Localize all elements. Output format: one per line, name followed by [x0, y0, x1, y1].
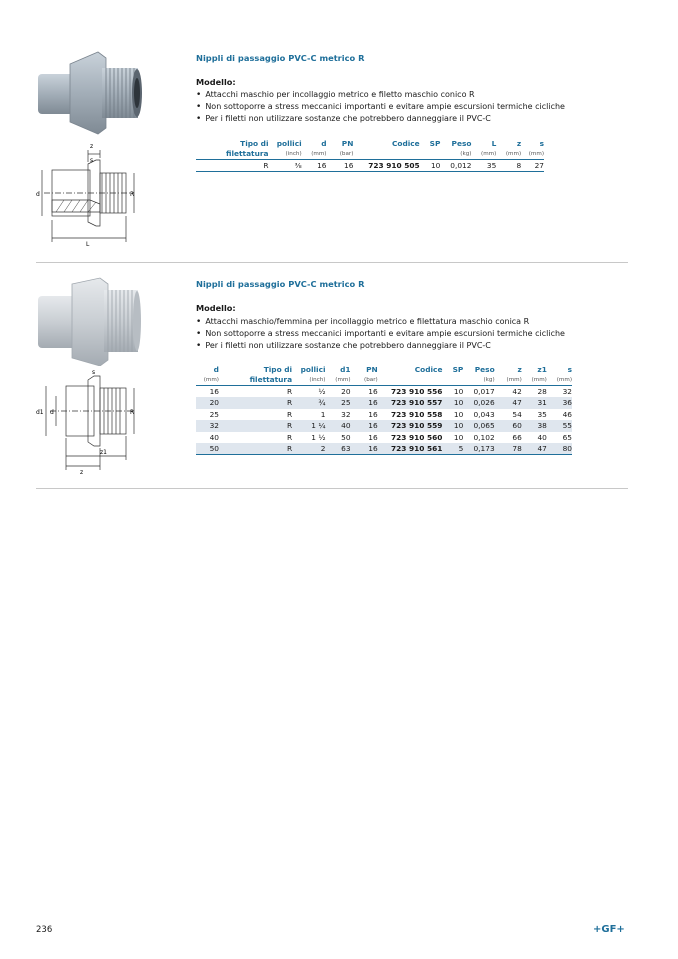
unit: (kg)	[440, 149, 471, 160]
unit: (mm)	[196, 375, 219, 386]
cell-d: 20	[196, 397, 219, 408]
unit: (mm)	[496, 149, 521, 160]
product-photo-male-nipple	[36, 48, 146, 138]
drawing-label-z: z	[80, 469, 84, 476]
bullet: • Attacchi maschio per incollaggio metrico e filetto maschio conico R	[196, 89, 565, 101]
cell-sp: 10	[453, 387, 464, 396]
drawing-label-z1: z1	[100, 449, 107, 456]
cell-z: 42	[512, 387, 522, 396]
cell-z: 47	[495, 397, 522, 408]
cell-peso: 0,173	[463, 443, 494, 455]
drawing-label-l: L	[86, 241, 90, 248]
cell-pollici: ⅜	[294, 161, 302, 170]
unit: (bar)	[326, 149, 353, 160]
cell-z: 8	[516, 161, 522, 170]
unit: (mm)	[547, 375, 572, 386]
col-header: s	[539, 139, 544, 148]
cell-d: 32	[196, 420, 219, 431]
col-header: z1	[537, 365, 547, 374]
col-header: pollici	[276, 139, 302, 148]
cell-z1: 35	[537, 409, 547, 419]
cell-sp: 10	[442, 420, 463, 431]
cell-pollici: 2	[292, 443, 325, 455]
cell-s: 80	[547, 443, 572, 455]
drawing-label-z: z	[90, 143, 94, 150]
unit: (mm)	[471, 149, 496, 160]
cell-codice: 723 910 559	[378, 420, 443, 431]
cell-peso: 0,102	[473, 432, 495, 442]
col-header: SP	[429, 139, 441, 148]
cell-pn: 16	[351, 443, 378, 455]
cell-tipo: R	[219, 397, 292, 408]
col-header: z	[517, 365, 522, 374]
cell-tipo: R	[263, 161, 269, 170]
unit: (bar)	[351, 375, 378, 386]
cell-sp: 10	[430, 161, 441, 170]
cell-s: 55	[547, 420, 572, 431]
cell-d: 16	[317, 161, 327, 170]
section2-title: Nippli di passaggio PVC-C metrico R	[196, 279, 365, 289]
cell-peso: 0,043	[473, 409, 495, 419]
unit: (mm)	[326, 375, 351, 386]
product-photo-male-female-nipple	[36, 276, 146, 366]
col-header: SP	[452, 365, 464, 374]
drawing-label-r: R	[130, 409, 135, 416]
cell-z: 54	[512, 409, 522, 419]
section1-model-label: Modello:	[196, 77, 236, 87]
cell-s: 36	[547, 397, 572, 408]
unit: (mm)	[302, 149, 327, 160]
cell-codice: 723 910 560	[391, 432, 443, 442]
cell-codice: 723 910 505	[368, 161, 420, 170]
technical-drawing-1	[30, 140, 160, 250]
cell-d: 25	[209, 409, 219, 419]
cell-z1: 47	[522, 443, 547, 455]
col-header: Codice	[414, 365, 443, 374]
unit: (mm)	[495, 375, 522, 386]
cell-sp: 10	[442, 397, 463, 408]
cell-pollici: 1	[320, 409, 326, 419]
drawing-label-d: d	[36, 191, 40, 198]
cell-pollici: ½	[318, 387, 326, 396]
cell-tipo: R	[286, 409, 293, 419]
cell-d1: 25	[326, 397, 351, 408]
col-subheader: filettatura	[196, 149, 269, 160]
section1-table	[196, 139, 544, 172]
unit: (inch)	[292, 375, 325, 386]
table-row	[196, 420, 572, 431]
cell-peso: 0,065	[463, 420, 494, 431]
unit: (mm)	[522, 375, 547, 386]
cell-tipo: R	[219, 420, 292, 431]
cell-pn: 16	[368, 409, 378, 419]
cell-pn: 16	[351, 420, 378, 431]
cell-z: 78	[495, 443, 522, 455]
page-number: 236	[36, 925, 53, 935]
cell-sp: 5	[442, 443, 463, 455]
cell-pn: 16	[368, 432, 378, 442]
table-row	[196, 443, 572, 455]
cell-codice: 723 910 557	[378, 397, 443, 408]
col-header: PN	[366, 365, 378, 374]
section1-bullets	[196, 89, 565, 126]
cell-d: 50	[196, 443, 219, 455]
drawing-label-r: R	[130, 191, 135, 198]
col-header: Tipo di	[240, 139, 269, 148]
cell-z1: 28	[537, 387, 547, 396]
cell-d1: 20	[341, 387, 351, 396]
cell-z1: 40	[537, 432, 547, 442]
drawing-label-d1: d1	[36, 409, 44, 416]
col-header: d	[321, 139, 327, 148]
section2-table	[196, 365, 572, 455]
cell-d1: 32	[341, 409, 351, 419]
cell-sp: 10	[453, 432, 464, 442]
cell-pn: 16	[368, 387, 378, 396]
section1-title: Nippli di passaggio PVC-C metrico R	[196, 53, 365, 63]
cell-l: 35	[486, 161, 497, 170]
cell-s: 27	[534, 161, 544, 170]
cell-z1: 31	[522, 397, 547, 408]
cell-pollici: ¾	[292, 397, 325, 408]
table-row	[196, 409, 572, 420]
technical-drawing-2	[30, 366, 160, 476]
col-header: d	[213, 365, 219, 374]
unit: (kg)	[463, 375, 494, 386]
cell-z: 60	[495, 420, 522, 431]
bullet: • Non sottoporre a stress meccanici importanti e evitare ampie escursioni termiche cicliche	[196, 101, 565, 113]
cell-d: 40	[209, 432, 219, 442]
bullet: • Non sottoporre a stress meccanici importanti e evitare ampie escursioni termiche cicliche	[196, 328, 565, 340]
table-row	[196, 386, 572, 398]
col-header: Peso	[474, 365, 495, 374]
cell-z: 66	[512, 432, 522, 442]
cell-codice: 723 910 558	[391, 409, 443, 419]
section-divider	[36, 488, 628, 489]
section-divider	[36, 262, 628, 263]
col-header: s	[567, 365, 572, 374]
cell-pollici: 1 ¼	[292, 420, 325, 431]
table-row	[196, 160, 544, 172]
col-header: Peso	[451, 139, 472, 148]
col-header: Codice	[391, 139, 420, 148]
cell-tipo: R	[286, 387, 293, 396]
cell-sp: 10	[453, 409, 464, 419]
cell-z1: 38	[522, 420, 547, 431]
cell-pn: 16	[344, 161, 354, 170]
cell-s: 32	[562, 387, 572, 396]
cell-d1: 63	[326, 443, 351, 455]
drawing-label-d: d	[50, 409, 54, 416]
cell-peso: 0,017	[473, 387, 495, 396]
drawing-label-s: s	[92, 369, 96, 376]
cell-d1: 40	[326, 420, 351, 431]
bullet: • Per i filetti non utilizzare sostanze che potrebbero danneggiare il PVC-C	[196, 340, 565, 352]
cell-codice: 723 910 561	[378, 443, 443, 455]
cell-peso: 0,026	[463, 397, 494, 408]
unit: (inch)	[269, 149, 302, 160]
cell-pn: 16	[351, 397, 378, 408]
cell-codice: 723 910 556	[391, 387, 443, 396]
col-header: pollici	[300, 365, 326, 374]
cell-s: 46	[562, 409, 572, 419]
unit: (mm)	[521, 149, 544, 160]
col-header: z	[516, 139, 522, 148]
table-row	[196, 397, 572, 408]
cell-tipo: R	[286, 432, 293, 442]
col-header: L	[491, 139, 497, 148]
col-subheader: filettatura	[219, 375, 292, 386]
col-header: Tipo di	[263, 365, 293, 374]
gf-logo: +GF+	[593, 924, 625, 935]
col-header: PN	[341, 139, 354, 148]
bullet: • Per i filetti non utilizzare sostanze che potrebbero danneggiare il PVC-C	[196, 113, 565, 125]
cell-d: 16	[209, 387, 219, 396]
cell-peso: 0,012	[450, 161, 472, 170]
section2-bullets	[196, 316, 565, 353]
section2-model-label: Modello:	[196, 303, 236, 313]
cell-pollici: 1 ½	[311, 432, 326, 442]
table-row	[196, 432, 572, 443]
drawing-label-s: s	[90, 157, 94, 164]
cell-d1: 50	[341, 432, 351, 442]
col-header: d1	[340, 365, 351, 374]
bullet: • Attacchi maschio/femmina per incollaggio metrico e filettatura maschio conica R	[196, 316, 565, 328]
cell-s: 65	[562, 432, 572, 442]
cell-tipo: R	[219, 443, 292, 455]
